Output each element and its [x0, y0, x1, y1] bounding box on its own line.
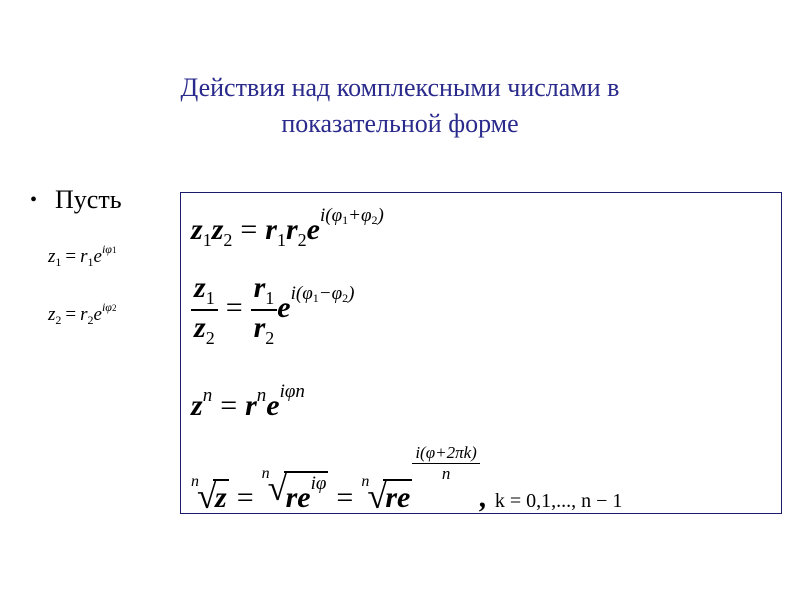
prod-exp-end: ) — [377, 205, 384, 226]
formula-root — [191, 443, 622, 515]
bullet-marker: • — [30, 188, 38, 211]
bullet-text: Пусть — [55, 185, 122, 214]
r2-e: e — [93, 304, 102, 325]
root-index-3: n — [361, 473, 370, 490]
prod-exp-s2: 2 — [371, 213, 378, 227]
prod-z2: z — [211, 213, 224, 246]
quot-rhs-fraction — [251, 271, 278, 349]
quot-den-sub: 2 — [205, 328, 215, 348]
prod-exp-a: i(φ — [320, 205, 343, 226]
r2-exp: iφ — [101, 300, 112, 314]
prod-r1: r — [265, 213, 277, 246]
root-re-exp: iφ — [310, 473, 327, 494]
pow-exponent: iφn — [279, 381, 305, 402]
prod-z1-sub: 1 — [202, 230, 212, 250]
root-exp-den: n — [441, 464, 451, 483]
r1-exp-sub: 1 — [111, 245, 117, 255]
pow-r: r — [245, 389, 257, 422]
z1-eq: = — [65, 246, 77, 267]
root-radical-3 — [361, 473, 412, 516]
quot-rnum: r — [253, 271, 266, 304]
prod-e: e — [306, 213, 320, 246]
prod-eq: = — [240, 213, 258, 246]
root-re: re — [285, 481, 311, 514]
quot-e: e — [277, 290, 291, 324]
z2-var: z — [48, 304, 56, 325]
prod-z1: z — [191, 213, 203, 246]
quot-den: z — [194, 311, 206, 344]
page-title — [100, 70, 700, 142]
r1-var: r — [80, 246, 88, 267]
quot-lhs-fraction — [191, 271, 218, 349]
quot-exp-end: ) — [348, 282, 355, 304]
quot-exp-a: i(φ — [290, 282, 313, 304]
quot-num-sub: 1 — [205, 288, 215, 308]
r2-exp-sub: 2 — [111, 303, 117, 313]
quot-rnum-sub: 1 — [265, 288, 275, 308]
root-eq-2: = — [336, 481, 354, 514]
r2-sub: 2 — [87, 313, 94, 327]
pow-z: z — [191, 389, 203, 422]
quot-rden: r — [253, 311, 266, 344]
given-z1 — [48, 242, 116, 270]
pow-e: e — [266, 389, 280, 422]
pow-r-sup: n — [256, 385, 267, 406]
prod-r2-sub: 2 — [297, 230, 307, 250]
title-line-1: Действия над комплексными числами в — [180, 73, 620, 102]
root-k-range: k = 0,1,..., n − 1 — [494, 490, 623, 512]
quot-exponent — [291, 283, 355, 304]
root-radical-1 — [191, 473, 229, 516]
quot-rden-sub: 2 — [265, 328, 275, 348]
root-comma: , — [479, 481, 488, 514]
prod-exponent — [320, 205, 384, 226]
z1-var: z — [48, 246, 56, 267]
prod-r1-sub: 1 — [276, 230, 286, 250]
root-radicand-1: z — [215, 481, 227, 514]
quot-eq: = — [225, 290, 243, 324]
quot-exp-mid: −φ — [318, 282, 343, 304]
title-line-2: показательной форме — [281, 109, 519, 138]
quot-exp-s2: 2 — [342, 290, 349, 305]
root-radical-2 — [261, 465, 329, 515]
r1-sub: 1 — [87, 255, 94, 269]
z1-sub: 1 — [55, 255, 62, 269]
prod-r2: r — [285, 213, 298, 246]
root-eq-1: = — [236, 481, 254, 514]
root-exp-num: i(φ+2πk) — [415, 443, 477, 462]
pow-z-sup: n — [202, 385, 213, 406]
quot-num: z — [194, 271, 206, 304]
root-index-1: n — [191, 473, 199, 490]
prod-exp-s1: 1 — [342, 213, 349, 227]
z2-eq: = — [65, 304, 77, 325]
root-radicand-2 — [284, 471, 329, 515]
formula-power — [191, 381, 305, 423]
pow-eq: = — [220, 389, 238, 422]
r1-e: e — [93, 246, 102, 267]
z2-sub: 2 — [55, 313, 62, 327]
given-z2 — [48, 300, 116, 328]
radical-icon: √ — [367, 476, 388, 516]
root-exp-fraction — [412, 443, 479, 484]
formula-product — [191, 205, 384, 251]
bullet-item — [30, 185, 122, 215]
radical-icon: √ — [197, 476, 217, 516]
root-radicand-3: re — [385, 481, 411, 514]
root-index-2: n — [261, 465, 270, 482]
prod-z2-sub: 2 — [223, 230, 233, 250]
r1-exp: iφ — [101, 242, 112, 256]
r2-var: r — [80, 304, 88, 325]
formula-box — [180, 192, 782, 514]
formula-quotient — [191, 271, 354, 349]
radical-icon: √ — [267, 468, 288, 508]
quot-exp-s1: 1 — [312, 290, 319, 305]
prod-exp-mid: +φ — [348, 205, 372, 226]
